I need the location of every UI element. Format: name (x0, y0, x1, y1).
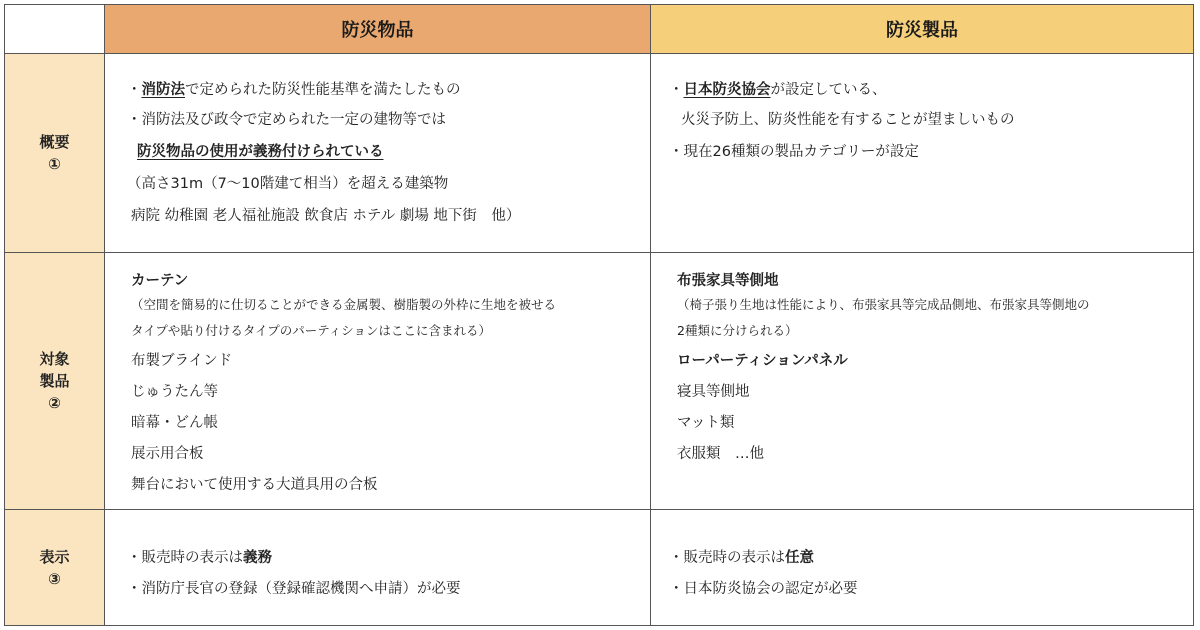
comparison-table (4, 4, 1194, 626)
target-right-note2: 2種類に分けられる） (677, 323, 798, 338)
header-blank-cell (5, 5, 104, 53)
display-left-cell (105, 510, 650, 625)
target-right-item3: 衣服類 …他 (677, 446, 764, 462)
row-label-overview-text: 概要 (39, 133, 70, 151)
target-left-item3: 暗幕・どん帳 (131, 415, 218, 431)
header-bouen-seihin (651, 5, 1193, 53)
header-bouen-buppin (105, 5, 650, 53)
target-left-note1: （空間を簡易的に仕切ることができる金属製、樹脂製の外枠に生地を被せる (131, 297, 557, 312)
target-left-note2: タイプや貼り付けるタイプのパーティションはここに含まれる） (131, 323, 492, 338)
target-left-item2: じゅうたん等 (131, 384, 218, 400)
target-right-note1: （椅子張り生地は性能により、布張家具等完成品側地、布張家具等側地の (677, 297, 1090, 312)
target-right-item1: 寝具等側地 (677, 384, 750, 400)
row-label-target (5, 253, 104, 509)
row-label-target-num: ② (48, 394, 61, 412)
row-label-target-text2: 製品 (39, 372, 70, 390)
overview-right-line3: ・現在26種類の製品カテゴリーが設定 (669, 144, 919, 160)
row-label-target-text1: 対象 (39, 350, 70, 368)
overview-left-line1 (127, 78, 461, 99)
target-right-item2: マット類 (677, 415, 735, 431)
overview-left-line1-rest: で定められた防災性能基準を満たしたもの (185, 82, 461, 98)
row-label-display-text: 表示 (39, 547, 70, 566)
nihon-bouen-kyoukai-link[interactable]: 日本防炎協会 (683, 82, 771, 98)
display-right-line1 (669, 546, 814, 567)
overview-left-line2: ・消防法及び政令で定められた一定の建物等では (127, 112, 446, 128)
display-left-line1-text: ・販売時の表示は (127, 550, 243, 566)
overview-right-line1 (669, 78, 887, 99)
target-left-title: カーテン (131, 273, 189, 289)
target-right-cell (651, 253, 1193, 509)
display-right-line2: ・日本防炎協会の認定が必要 (669, 581, 858, 597)
row-label-display-num: ③ (48, 569, 61, 588)
row-label-overview-num: ① (48, 155, 61, 173)
display-right-cell (651, 510, 1193, 625)
display-left-emphasis: 義務 (243, 550, 272, 566)
row-label-display (5, 510, 104, 625)
display-left-line1 (127, 546, 272, 567)
overview-right-line1-rest: が設定している、 (770, 82, 887, 98)
overview-left-line3: 防災物品の使用が義務付けられている (137, 144, 384, 160)
header-col1-label: 防災物品 (341, 20, 414, 41)
target-left-cell (105, 253, 650, 509)
overview-left-line5: 病院 幼稚園 老人福祉施設 飲食店 ホテル 劇場 地下街 他） (131, 208, 521, 224)
target-left-item5: 舞台において使用する大道具用の合板 (131, 477, 378, 493)
display-left-line2: ・消防庁長官の登録（登録確認機関へ申請）が必要 (127, 581, 461, 597)
header-col2-label: 防災製品 (886, 20, 958, 41)
overview-left-line4: （高さ31m（7～10階建て相当）を超える建築物 (127, 176, 449, 192)
display-right-line1-text: ・販売時の表示は (669, 550, 785, 566)
shouboho-link[interactable]: 消防法 (141, 82, 185, 98)
overview-right-cell (651, 54, 1193, 252)
overview-right-line2: 火災予防上、防炎性能を有することが望ましいもの (681, 112, 1015, 128)
bullet: ・ (127, 82, 142, 98)
target-right-title2: ローパーティションパネル (677, 353, 848, 369)
target-left-item4: 展示用合板 (131, 446, 204, 462)
display-right-emphasis: 任意 (785, 550, 814, 566)
target-right-title: 布張家具等側地 (677, 273, 779, 289)
bullet: ・ (669, 82, 684, 98)
overview-left-cell (105, 54, 650, 252)
row-label-overview (5, 54, 104, 252)
target-left-item1: 布製ブラインド (131, 353, 233, 369)
